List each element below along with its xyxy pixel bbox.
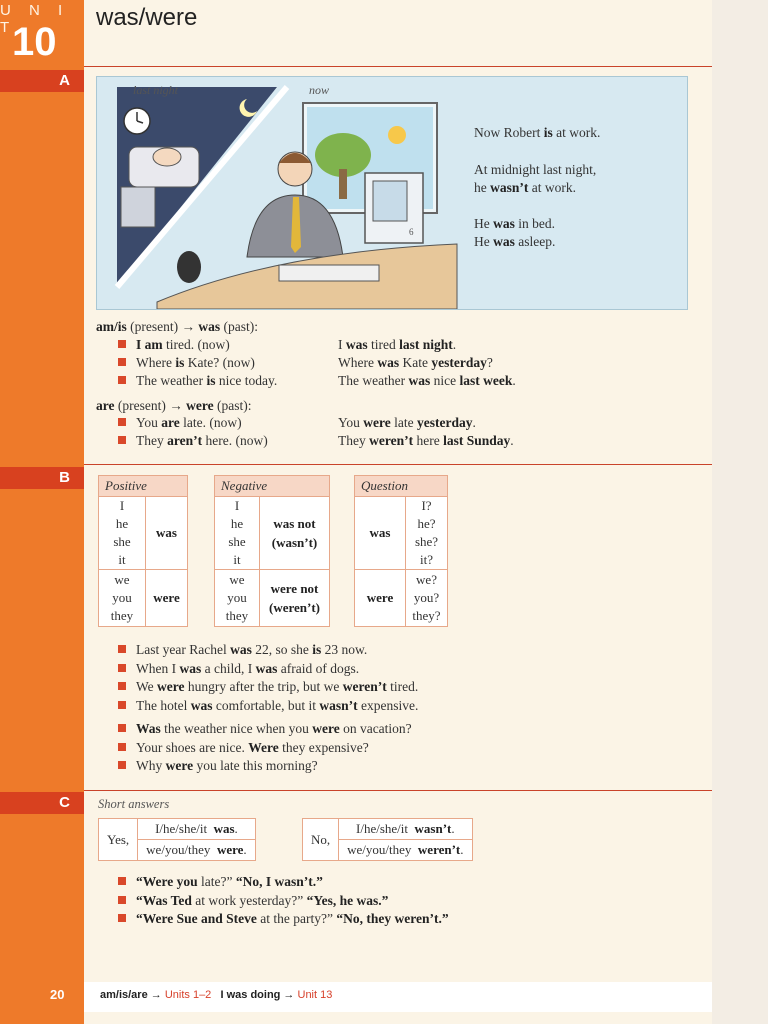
question-table [354, 475, 448, 627]
cell-pronoun: I/he/she/it [155, 821, 208, 836]
illustration-text-line: He was asleep. [474, 234, 556, 249]
cell-verb: were [216, 842, 244, 857]
short-answer-no-table: No, I/he/she/it wasn’t. we/you/they weren’t. [302, 818, 473, 861]
example-sentence: We were hungry after the trip, but we weren’t tired. [118, 679, 418, 695]
example-past: They weren’t here last Sunday. [338, 433, 514, 448]
cell-pronoun: she [113, 534, 131, 549]
short-answers-heading: Short answers [98, 797, 170, 811]
bullet-icon [118, 914, 126, 922]
section-c-rule [84, 790, 712, 791]
cell-verb: were [366, 590, 394, 605]
bullet-icon [118, 340, 126, 348]
page-number: 20 [50, 987, 65, 1002]
cell-verb: was [369, 525, 391, 540]
monitor-number: 6 [409, 227, 414, 237]
cell-pronoun: she? [414, 534, 439, 549]
caption-last-night: last night [133, 83, 179, 97]
cell-verb: were not [270, 581, 319, 596]
unit-label: U N I T [0, 2, 70, 36]
illustration-text-line: He was in bed. [474, 216, 556, 231]
cell-verb: weren’t [417, 842, 461, 857]
example-sentence: When I was a child, I was afraid of dogs. [118, 661, 359, 677]
cell-pronoun: we [229, 572, 245, 587]
bullet-icon [118, 436, 126, 444]
example-past: The weather was nice last week. [338, 373, 516, 388]
bullet-icon [118, 724, 126, 732]
bullet-icon [118, 743, 126, 751]
section-c-badge: C [0, 792, 84, 814]
rule-am-is: am/is (present) → was (past): [96, 319, 259, 334]
cell-pronoun: he? [417, 516, 436, 531]
rule-are: are (present) → were (past): [96, 398, 252, 413]
cell-pronoun: I? [421, 498, 432, 513]
question-heading: Question [355, 476, 448, 497]
example-past: Where was Kate yesterday? [338, 355, 493, 370]
cell-pronoun: you? [413, 590, 440, 605]
cell-verb: was [156, 525, 177, 540]
cell-verb-contraction: (wasn’t) [271, 535, 318, 550]
positive-table [98, 475, 188, 627]
cell-pronoun: he [230, 516, 244, 531]
cell-pronoun: I [119, 498, 125, 513]
section-b-rule [84, 464, 712, 465]
cell-pronoun: it [118, 552, 126, 567]
example-past: I was tired last night. [338, 337, 457, 352]
bullet-icon [118, 664, 126, 672]
page-title: was/were [96, 4, 198, 31]
cell-verb-contraction: (weren’t) [268, 600, 320, 615]
cell-pronoun: they [110, 608, 134, 623]
bullet-icon [118, 896, 126, 904]
section-b-badge: B [0, 467, 84, 489]
cell-pronoun: you [227, 590, 247, 605]
example-question: Why were you late this morning? [118, 758, 318, 774]
illustration-box [96, 76, 688, 310]
short-answer-example: “Were you late?” “No, I wasn’t.” [118, 874, 323, 890]
cell-pronoun: they? [412, 608, 441, 623]
short-answer-yes-table: Yes, I/he/she/it was. we/you/they were. [98, 818, 256, 861]
bullet-icon [118, 418, 126, 426]
footer-cross-references [100, 989, 332, 1001]
cell-pronoun: we [114, 572, 130, 587]
example-sentence: The hotel was comfortable, but it wasn’t expensive. [118, 698, 418, 714]
cell-pronoun: they [225, 608, 249, 623]
illustration-text-line: At midnight last night, [474, 162, 597, 177]
short-answer-example: “Was Ted at work yesterday?” “Yes, he was.” [118, 893, 388, 909]
negative-table [214, 475, 330, 627]
example-past: You were late yesterday. [338, 415, 476, 430]
cell-verb: was [213, 821, 235, 836]
bullet-icon [118, 358, 126, 366]
cell-pronoun: we/you/they [146, 842, 211, 857]
cell-pronoun: we/you/they [347, 842, 412, 857]
short-answer-example: “Were Sue and Steve at the party?” “No, they weren’t.” [118, 911, 449, 927]
unit-number: 10 [12, 20, 57, 64]
no-label: No, [303, 819, 339, 861]
footer-link-units-1-2[interactable]: Units 1–2 [164, 989, 212, 1001]
cell-pronoun: you [112, 590, 132, 605]
example-present: They aren’t here. (now) [118, 433, 268, 449]
cell-verb: was not [273, 516, 316, 531]
caption-now: now [309, 83, 330, 97]
cell-verb: were [153, 590, 180, 605]
illustration-text-line: he wasn’t at work. [474, 180, 577, 195]
cell-pronoun: I/he/she/it [356, 821, 409, 836]
cell-pronoun: I [234, 498, 240, 513]
robert-illustration [97, 77, 467, 309]
example-sentence: Last year Rachel was 22, so she is 23 now. [118, 642, 367, 658]
example-present: The weather is nice today. [118, 373, 277, 389]
bullet-icon [118, 645, 126, 653]
bullet-icon [118, 877, 126, 885]
cell-pronoun: it [233, 552, 241, 567]
example-present: I am tired. (now) [118, 337, 230, 353]
illustration-text-line: Now Robert is at work. [474, 125, 601, 140]
example-question: Was the weather nice when you were on vacation? [118, 721, 412, 737]
cell-pronoun: we? [416, 572, 437, 587]
cell-verb: wasn’t [414, 821, 452, 836]
example-question: Your shoes are nice. Were they expensive? [118, 740, 369, 756]
example-present: Where is Kate? (now) [118, 355, 255, 371]
footer-link-unit-13[interactable]: Unit 13 [297, 989, 333, 1001]
section-a-rule [84, 66, 712, 67]
bullet-icon [118, 761, 126, 769]
section-a-badge: A [0, 70, 84, 92]
yes-label: Yes, [99, 819, 138, 861]
page-edge [712, 0, 768, 1024]
footer-text: I was doing → [220, 989, 295, 1001]
negative-heading: Negative [215, 476, 330, 497]
sidebar [0, 0, 84, 1024]
example-present: You are late. (now) [118, 415, 242, 431]
cell-pronoun: she [228, 534, 246, 549]
cell-pronoun: he [115, 516, 129, 531]
footer-text: am/is/are → [100, 989, 162, 1001]
bullet-icon [118, 682, 126, 690]
bullet-icon [118, 701, 126, 709]
positive-heading: Positive [99, 476, 188, 497]
bullet-icon [118, 376, 126, 384]
cell-pronoun: it? [420, 552, 433, 567]
